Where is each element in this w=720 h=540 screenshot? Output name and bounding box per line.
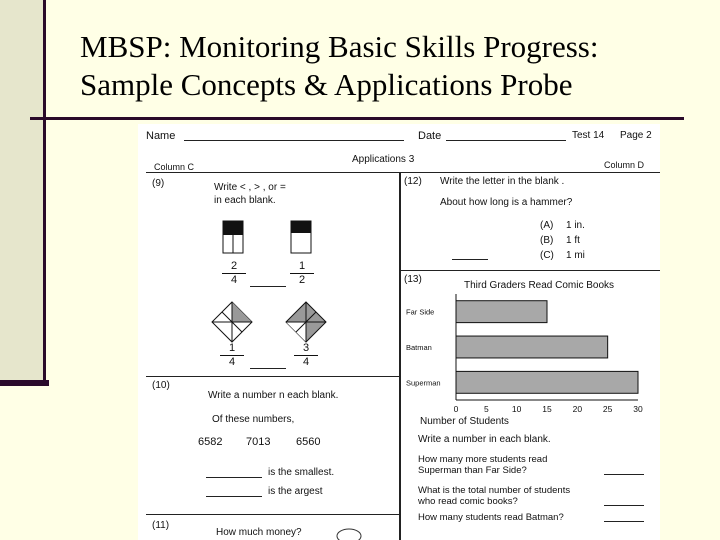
chart-tick-label: 15 bbox=[542, 404, 552, 414]
q13-blank-1[interactable] bbox=[604, 474, 644, 475]
slide-title-line2: Sample Concepts & Applications Probe bbox=[80, 67, 573, 102]
page-label: Page 2 bbox=[620, 130, 652, 141]
q13-blank-3[interactable] bbox=[604, 521, 644, 522]
name-label: Name bbox=[146, 130, 176, 142]
q10-number-1: 6582 bbox=[198, 436, 223, 448]
q12-option-a-letter: (A) bbox=[540, 220, 554, 231]
q10-number-2: 7013 bbox=[246, 436, 271, 448]
q10-number: (10) bbox=[152, 380, 170, 391]
q13-question-3: How many students read Batman? bbox=[418, 512, 564, 523]
date-label: Date bbox=[418, 130, 442, 142]
frac-one-half: $\frac{1}{2}$ bbox=[290, 260, 314, 287]
header-rule bbox=[146, 172, 660, 173]
q9-number: (9) bbox=[152, 178, 165, 189]
test-label: Test 14 bbox=[572, 130, 605, 141]
q11-question: How much money? bbox=[216, 527, 302, 538]
q12-number: (12) bbox=[404, 176, 422, 187]
frac-two-fourths: $\frac{2}{4}$ bbox=[222, 260, 246, 287]
q12-option-a-value: 1 in. bbox=[566, 220, 585, 231]
chart-tick-label: 10 bbox=[511, 404, 522, 414]
q11-number: (11) bbox=[152, 520, 170, 531]
frac-one-fourth: $\frac{1}{4}$ bbox=[220, 342, 244, 369]
q9-instruction-2: in each blank. bbox=[214, 195, 276, 206]
q13-blank-2[interactable] bbox=[604, 505, 644, 506]
left-accent-foot bbox=[0, 380, 49, 386]
date-blank[interactable] bbox=[446, 140, 566, 141]
q13-question-2a: What is the total number of students bbox=[418, 485, 571, 496]
smallest-label: is the smallest. bbox=[268, 467, 335, 478]
diamond-model-three-quarters bbox=[284, 300, 328, 344]
diamond-model-quarter bbox=[210, 300, 254, 344]
q9-rule bbox=[146, 376, 400, 377]
frac-three-fourths: $\frac{3}{4}$ bbox=[294, 342, 318, 369]
chart-tick-label: 0 bbox=[453, 404, 459, 414]
q13-number: (13) bbox=[404, 274, 422, 285]
q12-answer-blank[interactable] bbox=[452, 259, 488, 260]
name-blank[interactable] bbox=[184, 140, 404, 141]
chart-tick-label: 5 bbox=[483, 404, 489, 414]
chart-title: Third Graders Read Comic Books bbox=[464, 280, 615, 291]
chart-bar-far-side bbox=[456, 301, 547, 323]
slide-title-line1: MBSP: Monitoring Basic Skills Progress: bbox=[80, 29, 599, 64]
q13-question-2b: who read comic books? bbox=[418, 496, 518, 507]
column-c-label: Column C bbox=[154, 162, 195, 172]
q12-question: About how long is a hammer? bbox=[440, 197, 573, 208]
q13-instruction: Write a number in each blank. bbox=[418, 434, 551, 445]
chart-category-label: Batman bbox=[406, 343, 432, 352]
q12-instruction: Write the letter in the blank . bbox=[440, 176, 565, 187]
column-divider bbox=[399, 172, 401, 540]
q13-question-1a: How many more students read bbox=[418, 454, 548, 465]
q12-option-c-letter: (C) bbox=[540, 250, 554, 261]
q9-blank-2[interactable] bbox=[250, 368, 286, 369]
q9-instruction-1: Write < , > , or = bbox=[214, 182, 286, 193]
coin-icon bbox=[334, 524, 364, 540]
q12-option-b-letter: (B) bbox=[540, 235, 554, 246]
smallest-blank[interactable] bbox=[206, 477, 262, 478]
chart-tick-label: 30 bbox=[633, 404, 643, 414]
section-title: Applications 3 bbox=[352, 154, 415, 165]
chart-tick-label: 20 bbox=[572, 404, 583, 414]
q10-instruction: Write a number n each blank. bbox=[208, 390, 339, 401]
q12-rule bbox=[400, 270, 660, 271]
chart-tick-label: 25 bbox=[602, 404, 613, 414]
title-divider bbox=[30, 117, 684, 120]
chart-bar-batman bbox=[456, 336, 608, 358]
q12-option-b-value: 1 ft bbox=[566, 235, 580, 246]
bar-model-one-half bbox=[290, 220, 312, 254]
chart-x-label: Number of Students bbox=[420, 416, 509, 427]
largest-label: is the argest bbox=[268, 486, 323, 497]
chart-category-label: Far Side bbox=[406, 307, 435, 317]
comic-books-bar-chart bbox=[402, 290, 656, 426]
q9-blank-1[interactable] bbox=[250, 286, 286, 287]
slide-title bbox=[80, 28, 598, 104]
probe-sheet bbox=[138, 124, 660, 540]
q10-number-3: 6560 bbox=[296, 436, 321, 448]
left-accent-bar bbox=[0, 0, 46, 386]
q12-option-c-value: 1 mi bbox=[566, 250, 585, 261]
q10-subtitle: Of these numbers, bbox=[212, 414, 295, 425]
chart-category-label: Superman bbox=[406, 378, 441, 388]
q10-rule bbox=[146, 514, 400, 515]
chart-bar-superman bbox=[456, 371, 638, 393]
largest-blank[interactable] bbox=[206, 496, 262, 497]
q13-question-1b: Superman than Far Side? bbox=[418, 465, 527, 476]
bar-model-half bbox=[222, 220, 244, 254]
column-d-label: Column D bbox=[604, 160, 645, 170]
